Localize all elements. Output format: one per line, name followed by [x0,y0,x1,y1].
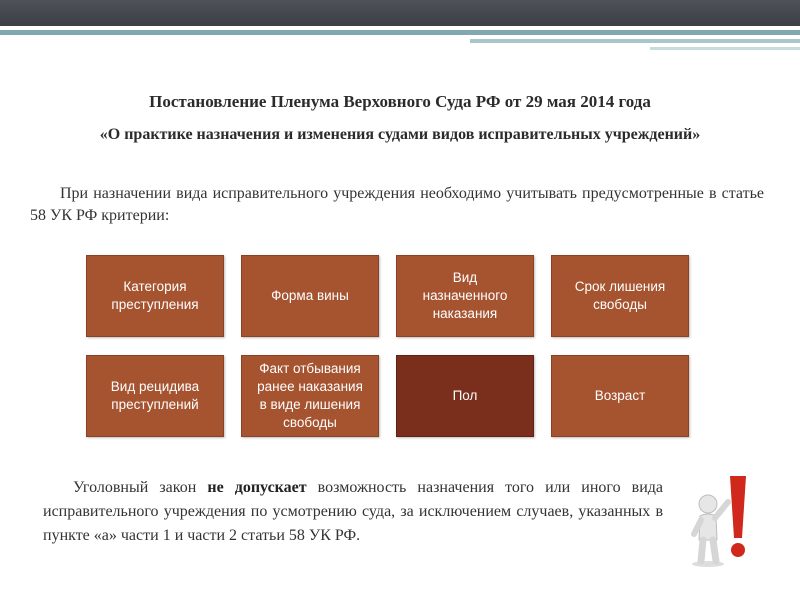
figure-with-exclamation-icon [690,468,760,568]
slide-subtitle: «О практике назначения и изменения судами видов исправительных учреждений» [99,126,701,143]
body-emphasis: не допускает [207,479,307,496]
criterion-box: Форма вины [241,255,379,337]
criterion-box: Вид назначенного наказания [396,255,534,337]
body-text-part: Уголовный закон [73,479,208,496]
criterion-box: Факт отбывания ранее наказания в виде лишения свободы [241,355,379,437]
slide-title: Постановление Пленума Верховного Суда РФ от 29 мая 2014 года [149,92,651,111]
accent-line [0,30,800,35]
criterion-box: Срок лишения свободы [551,255,689,337]
accent-line [470,39,800,43]
criterion-box: Возраст [551,355,689,437]
criterion-box: Пол [396,355,534,437]
criteria-grid [86,255,689,437]
criterion-box: Вид рецидива преступлений [86,355,224,437]
body-text-part: возможность назначения того или иного вида исправительного учреждения по усмотрению суда, за исключением случаев, указанных в пункте «а» части 1 и части 2 статьи 58 УК РФ. [43,479,663,544]
body-paragraph [43,476,663,548]
intro-paragraph: При назначении вида исправительного учреждения необходимо учитывать предусмотренные в статье 58 УК РФ критерии: [30,185,764,224]
accent-line [650,47,800,50]
criterion-box: Категория преступления [86,255,224,337]
top-banner [0,0,800,26]
